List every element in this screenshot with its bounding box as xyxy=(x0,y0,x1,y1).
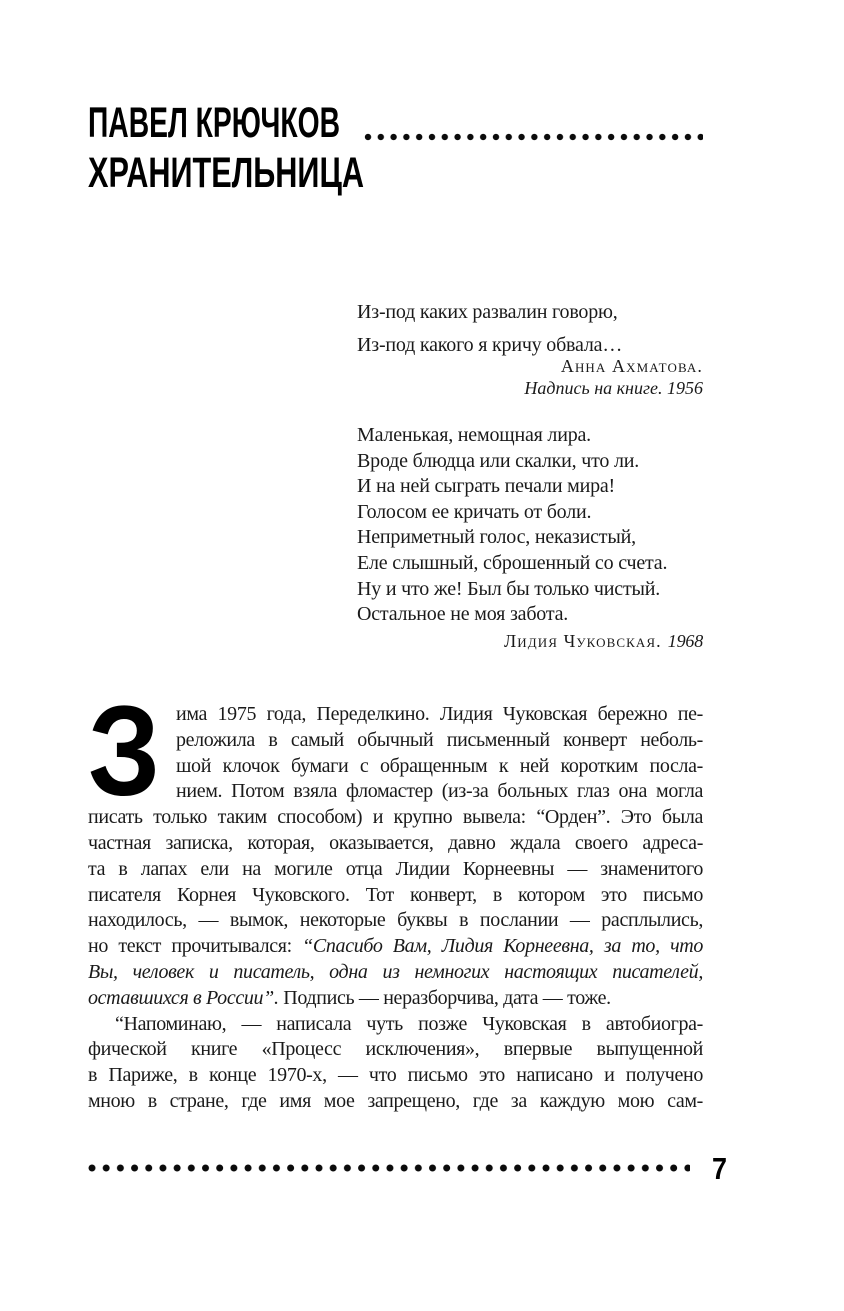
body-line: находилось, — вымок, некоторые буквы в послании — расплылись, xyxy=(88,909,703,932)
poem-attribution xyxy=(357,630,703,652)
poem-line: Голосом ее кричать от боли. xyxy=(357,500,592,523)
attribution-source: Надпись на книге. 1956 xyxy=(524,378,703,398)
poem-attribution-year: 1968 xyxy=(667,631,703,651)
poem-line: И на ней сыграть печали мира! xyxy=(357,475,616,498)
poem xyxy=(357,423,703,628)
body-lines xyxy=(88,680,703,1115)
body-line: Вы, человек и писатель, одна из немногих настоящих писателей, xyxy=(88,960,703,983)
drop-cap: З xyxy=(88,680,160,823)
author-name: ПАВЕЛ КРЮЧКОВ xyxy=(88,99,340,147)
attribution-name: Анна Ахматова. xyxy=(560,356,703,376)
epigraph-attribution xyxy=(357,355,703,399)
body-line: фической книге «Процесс исключения», впервые выпущенной xyxy=(88,1038,703,1061)
article-body xyxy=(88,680,703,1115)
epigraph-line: Из-под каких развалин говорю, xyxy=(357,301,618,323)
epigraph xyxy=(357,296,703,362)
poem-line: Маленькая, немощная лира. xyxy=(357,424,591,446)
poem-line: Еле слышный, сброшенный со счета. xyxy=(357,551,668,574)
body-line: писать только таким способом) и крупно вывела: “Орден”. Это была xyxy=(88,806,703,829)
body-line: “Напоминаю, — написала чуть позже Чуковская в автобиогра- xyxy=(115,1012,703,1035)
header-row xyxy=(88,98,703,148)
poem-line: Вроде блюдца или скалки, что ли. xyxy=(357,449,640,472)
body-line: нием. Потом взяла фломастер (из-за больных глаз она могла xyxy=(176,780,703,803)
article-header xyxy=(88,98,703,198)
header-row xyxy=(88,148,703,198)
footer-dot-leader xyxy=(88,1164,690,1172)
body-line: реложила в самый обычный письменный конверт неболь- xyxy=(176,728,703,751)
body-line: частная записка, которая, оказывается, давно ждала своего адреса- xyxy=(88,831,703,854)
body-line: мною в стране, где имя мое запрещено, где за каждую мою сам- xyxy=(88,1089,703,1112)
body-line: има 1975 года, Переделкино. Лидия Чуковская бережно пе- xyxy=(176,703,703,725)
body-line: оставшихся в России”. Подпись — неразборчива, дата — тоже. xyxy=(88,986,611,1009)
page-number: 7 xyxy=(712,1150,727,1186)
article-title: ХРАНИТЕЛЬНИЦА xyxy=(88,149,364,197)
poem-line: Остальное не моя забота. xyxy=(357,603,569,626)
poem-line: Неприметный голос, неказистый, xyxy=(357,526,636,549)
header-dot-leader xyxy=(364,133,703,141)
epigraph-line: Из-под какого я кричу обвала… xyxy=(357,334,623,356)
body-line: писателя Корнея Чуковского. Тот конверт, в котором это письмо xyxy=(88,883,703,906)
body-line: та в лапах ели на могиле отца Лидии Корнеевны — знаменитого xyxy=(88,857,703,880)
poem-line: Ну и что же! Был бы только чистый. xyxy=(357,577,661,600)
body-line: но текст прочитывался: “Спасибо Вам, Лидия Корнеевна, за то, что xyxy=(88,935,703,958)
body-line: шой клочок бумаги с обращенным к ней коротким посла- xyxy=(176,754,703,777)
page-footer xyxy=(88,1150,727,1186)
poem-attribution-name: Лидия Чуковская. xyxy=(503,631,662,651)
body-line: в Париже, в конце 1970-х, — что письмо это написано и получено xyxy=(88,1064,703,1087)
